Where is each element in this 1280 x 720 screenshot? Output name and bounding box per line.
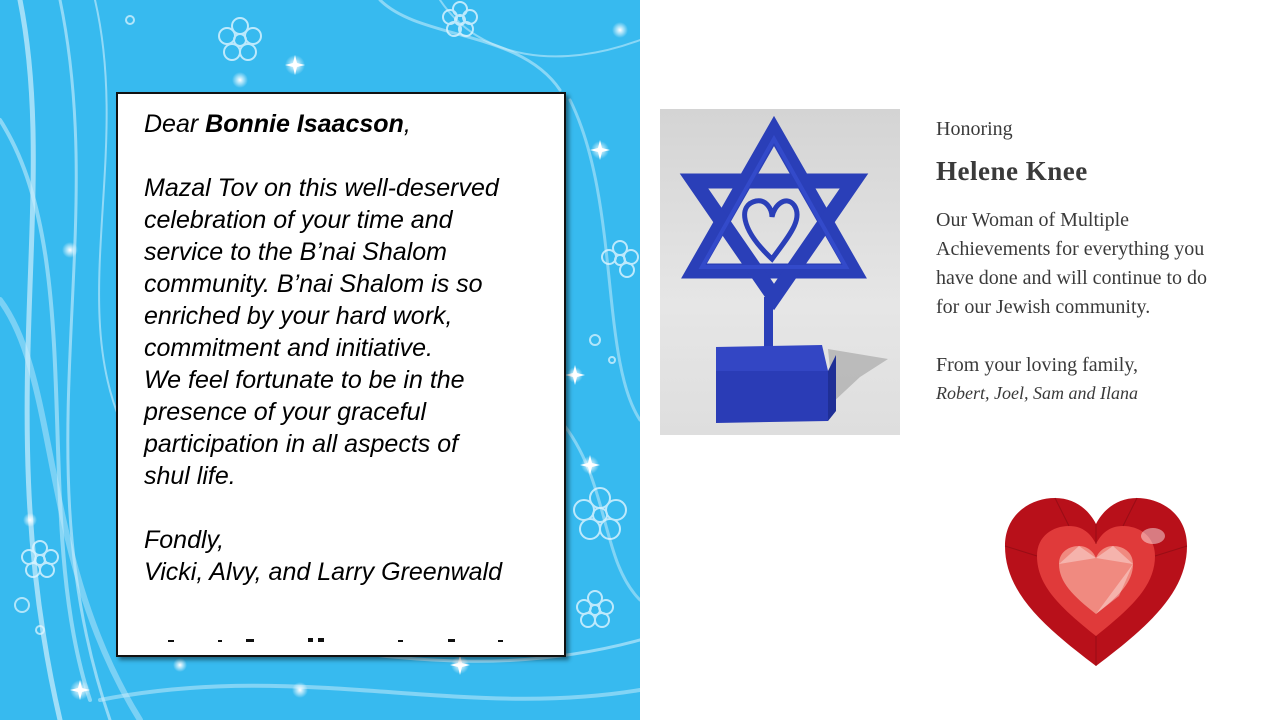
honoring-label: Honoring (936, 118, 1013, 140)
letter-line: commitment and initiative. (144, 334, 434, 362)
letter-greeting-line (144, 108, 554, 140)
letter-body (144, 108, 554, 588)
red-heart-gem-icon (1003, 496, 1189, 668)
letter-line: Mazal Tov on this well-deserved (144, 174, 499, 202)
letter-signature: Vicki, Alvy, and Larry Greenwald (144, 558, 503, 586)
honor-message-line: Our Woman of Multiple (936, 209, 1129, 231)
letter-closing: Fondly, (144, 526, 225, 554)
honoree-name: Helene Knee (936, 156, 1088, 186)
star-trophy-image (660, 109, 900, 435)
honor-message (936, 206, 1266, 322)
honor-text-block (936, 114, 1266, 406)
letter-line: community. B’nai Shalom is so (144, 270, 483, 298)
greeting-punctuation: , (403, 110, 411, 138)
greeting-word: Dear (144, 110, 199, 138)
letter-line: celebration of your time and (144, 206, 453, 234)
honor-message-line: have done and will continue to do (936, 267, 1208, 289)
star-of-david-icon (660, 109, 900, 435)
recipient-name: Bonnie Isaacson (205, 110, 404, 138)
letter-line: participation in all aspects of (144, 430, 459, 458)
letter-line: enriched by your hard work, (144, 302, 453, 330)
letter-card (116, 92, 566, 657)
letter-line: shul life. (144, 462, 236, 490)
clipped-text-fragment (158, 637, 528, 643)
letter-line: service to the B’nai Shalom (144, 238, 447, 266)
honor-message-line: for our Jewish community. (936, 296, 1151, 318)
from-label: From your loving family, (936, 354, 1139, 376)
honor-message-line: Achievements for everything you (936, 238, 1205, 260)
letter-line: presence of your graceful (144, 398, 427, 426)
family-signers: Robert, Joel, Sam and Ilana (936, 383, 1138, 403)
letter-line: We feel fortunate to be in the (144, 366, 465, 394)
